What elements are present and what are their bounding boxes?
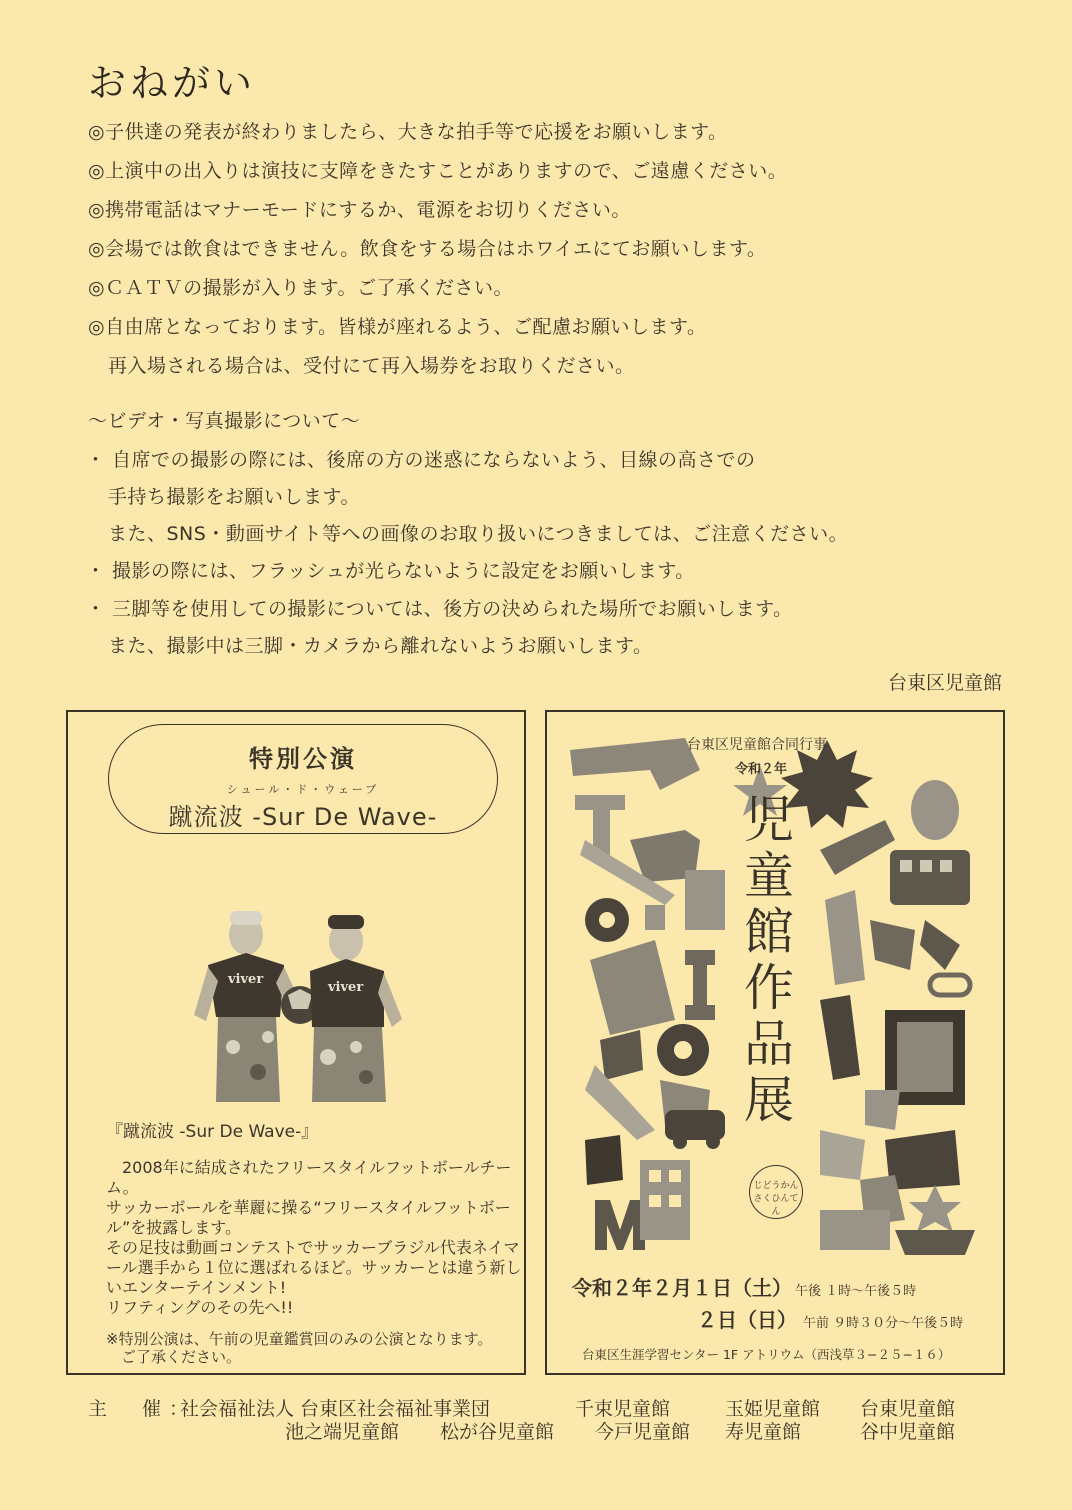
poster-year: 令和２年 bbox=[735, 762, 788, 777]
special-heading: 特別公演 bbox=[249, 745, 357, 773]
poster-date-1: 令和２年２月１日（土） bbox=[572, 1276, 792, 1300]
special-description: 2008年に結成されたフリースタイルフットボールチーム。 サッカーボールを華麗に操る“フリースタイルフットボール”を披露します。 その足技は動画コンテストでサッカーブラジル代表ネイマール選手から１位に選ばれるほど。サッカーとは違う新しいエンターテインメント! リフティングのその先へ!! bbox=[106, 1158, 522, 1317]
special-ruby: シュール・ド・ウェーブ bbox=[226, 783, 380, 796]
poster-venue: 台東区生涯学習センター 1F アトリウム（西浅草３−２５−１６） bbox=[582, 1347, 951, 1362]
signature: 台東区児童館 bbox=[887, 672, 1002, 694]
request-2: ◎上演中の出入りは演技に支障をきたすことがありますので、ご遠慮ください。 bbox=[88, 160, 788, 182]
video-rule-3-cont: また、撮影中は三脚・カメラから離れないようお願いします。 bbox=[108, 635, 653, 657]
poster-reading-badge: じどうかん さくひんてん bbox=[749, 1165, 803, 1219]
organizer-senzoku: 千束児童館 bbox=[575, 1398, 671, 1420]
organizer-tamahime: 玉姫児童館 bbox=[725, 1398, 821, 1420]
poster-time-1: 午後 １時～午後５時 bbox=[795, 1284, 917, 1299]
request-4: ◎会場では飲食はできません。飲食をする場合はホワイエにてお願いします。 bbox=[88, 238, 767, 260]
poster-date-2: ２日（日） bbox=[697, 1308, 797, 1332]
organizer-imado: 今戸児童館 bbox=[595, 1421, 691, 1443]
video-rule-1-sns: また、SNS・動画サイト等への画像のお取り扱いにつきましては、ご注意ください。 bbox=[108, 523, 849, 545]
performers-photo bbox=[188, 897, 418, 1102]
organizer-foundation: 社会福祉法人 台東区社会福祉事業団 bbox=[180, 1398, 491, 1420]
organizer-kotobuki: 寿児童館 bbox=[725, 1421, 802, 1443]
shirt-text-2: viver bbox=[328, 980, 364, 995]
request-6-continued: 再入場される場合は、受付にて再入場券をお取りください。 bbox=[108, 355, 635, 377]
organizer-yanaka: 谷中児童館 bbox=[860, 1421, 956, 1443]
request-6: ◎自由席となっております。皆様が座れるよう、ご配慮お願いします。 bbox=[88, 316, 707, 338]
page-title: おねがい bbox=[88, 61, 257, 105]
poster-title: 児童館作品展 bbox=[744, 791, 794, 1129]
special-name: 蹴流波 -Sur De Wave- bbox=[168, 803, 438, 831]
special-performance-box bbox=[66, 710, 526, 1375]
special-note: ※特別公演は、午前の児童鑑賞回のみの公演となります。 ご了承ください。 bbox=[106, 1330, 493, 1366]
request-1: ◎子供達の発表が終わりましたら、大きな拍手等で応援をお願いします。 bbox=[88, 121, 728, 143]
special-title-pill bbox=[108, 724, 498, 834]
special-subtitle: 『蹴流波 -Sur De Wave-』 bbox=[106, 1122, 319, 1142]
exhibition-poster bbox=[545, 710, 1005, 1375]
request-5: ◎ＣＡＴＶの撮影が入ります。ご了承ください。 bbox=[88, 277, 514, 299]
poster-host: 台東区児童館合同行事 bbox=[687, 737, 827, 753]
organizer-taito: 台東児童館 bbox=[860, 1398, 956, 1420]
video-rule-2: ・ 撮影の際には、フラッシュが光らないように設定をお願いします。 bbox=[86, 560, 695, 582]
poster-time-2: 午前 ９時３０分～午後５時 bbox=[803, 1316, 964, 1331]
video-rule-1-cont: 手持ち撮影をお願いします。 bbox=[108, 486, 360, 508]
shirt-text-1: viver bbox=[228, 972, 264, 987]
organizer-ikenohata: 池之端児童館 bbox=[285, 1421, 400, 1443]
organizer-matsugaya: 松が谷児童館 bbox=[440, 1421, 555, 1443]
request-3: ◎携帯電話はマナーモードにするか、電源をお切りください。 bbox=[88, 199, 631, 221]
organizers-label: 主 催： bbox=[88, 1398, 197, 1420]
video-rule-3: ・ 三脚等を使用しての撮影については、後方の決められた場所でお願いします。 bbox=[86, 598, 793, 620]
video-heading: ～ビデオ・写真撮影について～ bbox=[88, 410, 361, 432]
video-rule-1: ・ 自席での撮影の際には、後席の方の迷惑にならないよう、目線の高さでの bbox=[86, 449, 756, 471]
